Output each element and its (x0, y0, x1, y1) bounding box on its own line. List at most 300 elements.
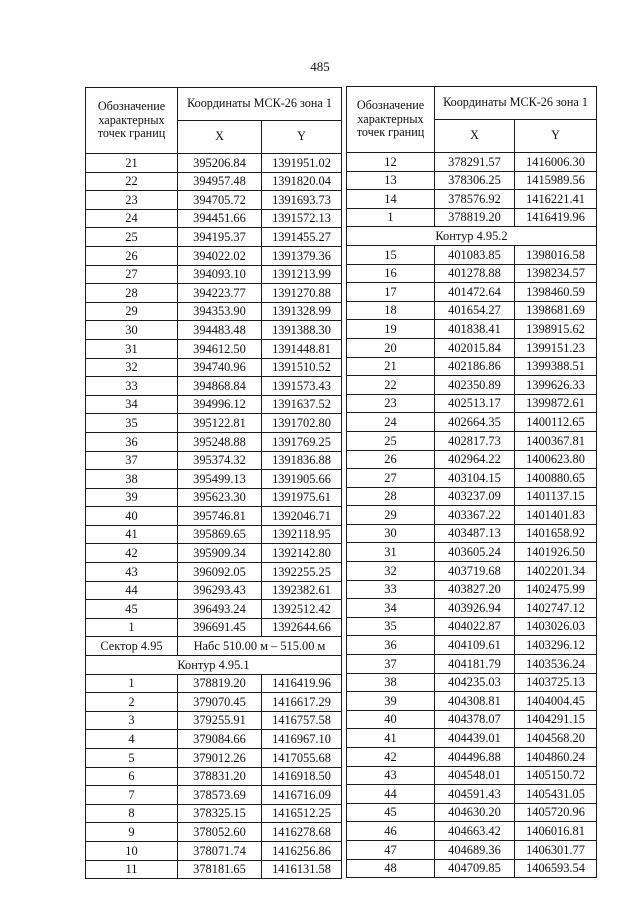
coord-x: 378576.92 (435, 190, 515, 209)
point-id: 24 (86, 209, 178, 228)
table-row (347, 506, 597, 525)
header-y: Y (262, 121, 342, 154)
coord-y: 1392644.66 (262, 618, 342, 637)
coord-y: 1416757.58 (262, 711, 342, 730)
coord-y: 1392118.95 (262, 525, 342, 544)
table-row (347, 580, 597, 599)
coord-y: 1401401.83 (515, 506, 597, 525)
table-row (86, 507, 342, 526)
coord-x: 403827.20 (435, 580, 515, 599)
coord-x: 404591.43 (435, 785, 515, 804)
coord-x: 395623.30 (178, 488, 262, 507)
coord-y: 1391702.80 (262, 414, 342, 433)
coord-x: 379012.26 (178, 749, 262, 768)
table-row (347, 413, 597, 432)
coord-y: 1416512.25 (262, 804, 342, 823)
coord-x: 402015.84 (435, 338, 515, 357)
coord-x: 404548.01 (435, 766, 515, 785)
coord-x: 404630.20 (435, 803, 515, 822)
coord-y: 1398460.59 (515, 283, 597, 302)
coord-x: 394022.02 (178, 246, 262, 265)
point-id: 26 (347, 450, 435, 469)
table-row (347, 729, 597, 748)
table-row (86, 470, 342, 489)
coord-x: 394451.66 (178, 209, 262, 228)
point-id: 25 (86, 228, 178, 247)
coord-x: 394996.12 (178, 395, 262, 414)
table-row (347, 599, 597, 618)
coord-y: 1399872.61 (515, 394, 597, 413)
table-row (86, 191, 342, 210)
coord-x: 404439.01 (435, 729, 515, 748)
point-id: 28 (86, 284, 178, 303)
coord-x: 404663.42 (435, 822, 515, 841)
header-coordinates: Координаты МСК-26 зона 1 (178, 88, 342, 121)
coord-x: 403926.94 (435, 599, 515, 618)
table-row (347, 710, 597, 729)
coord-y: 1391388.30 (262, 321, 342, 340)
point-id: 21 (86, 154, 178, 173)
coord-y: 1398016.58 (515, 245, 597, 264)
coord-x: 404378.07 (435, 710, 515, 729)
table-row (86, 488, 342, 507)
point-id: 20 (347, 338, 435, 357)
coord-y: 1416278.68 (262, 823, 342, 842)
point-id: 10 (86, 841, 178, 860)
point-id: 2 (86, 693, 178, 712)
point-id: 39 (86, 488, 178, 507)
coord-y: 1404004.45 (515, 692, 597, 711)
table-row (86, 525, 342, 544)
sector-label: Сектор 4.95 (86, 637, 178, 656)
coord-y: 1391905.66 (262, 470, 342, 489)
point-id: 32 (347, 562, 435, 581)
coord-x: 394093.10 (178, 265, 262, 284)
table-body-left (86, 154, 342, 879)
coord-y: 1402201.34 (515, 562, 597, 581)
coord-x: 394740.96 (178, 358, 262, 377)
table-row (347, 840, 597, 859)
point-id: 4 (86, 730, 178, 749)
coord-x: 396691.45 (178, 618, 262, 637)
coord-y: 1391820.04 (262, 172, 342, 191)
section-row (86, 656, 342, 675)
coord-y: 1416617.29 (262, 693, 342, 712)
point-id: 36 (347, 636, 435, 655)
point-id: 13 (347, 171, 435, 190)
coord-y: 1398915.62 (515, 320, 597, 339)
coord-y: 1391270.88 (262, 284, 342, 303)
point-id: 41 (347, 729, 435, 748)
coord-y: 1416006.30 (515, 153, 597, 172)
table-row (86, 823, 342, 842)
coord-y: 1391213.99 (262, 265, 342, 284)
coord-x: 395909.34 (178, 544, 262, 563)
table-row (86, 860, 342, 879)
coord-y: 1392046.71 (262, 507, 342, 526)
coord-x: 378819.20 (178, 674, 262, 693)
point-id: 22 (347, 376, 435, 395)
sector-row (86, 637, 342, 656)
point-id: 47 (347, 840, 435, 859)
coord-y: 1401658.92 (515, 524, 597, 543)
coordinates-table-left (85, 87, 342, 879)
point-id: 35 (86, 414, 178, 433)
coord-x: 394705.72 (178, 191, 262, 210)
coord-y: 1406301.77 (515, 840, 597, 859)
coord-x: 404109.61 (435, 636, 515, 655)
coord-x: 394957.48 (178, 172, 262, 191)
coord-x: 403367.22 (435, 506, 515, 525)
point-id: 9 (86, 823, 178, 842)
table-row (347, 617, 597, 636)
coord-y: 1391379.36 (262, 246, 342, 265)
point-id: 31 (86, 339, 178, 358)
coord-x: 394612.50 (178, 339, 262, 358)
coord-x: 404022.87 (435, 617, 515, 636)
coord-x: 378573.69 (178, 786, 262, 805)
coord-x: 378831.20 (178, 767, 262, 786)
table-row (347, 171, 597, 190)
table-row (86, 414, 342, 433)
coord-y: 1405150.72 (515, 766, 597, 785)
table-row (347, 692, 597, 711)
point-id: 46 (347, 822, 435, 841)
table-row (86, 154, 342, 173)
coord-x: 395374.32 (178, 451, 262, 470)
point-id: 27 (86, 265, 178, 284)
table-row (86, 767, 342, 786)
table-row (86, 302, 342, 321)
table-row (347, 562, 597, 581)
coord-x: 379070.45 (178, 693, 262, 712)
coord-y: 1416131.58 (262, 860, 342, 879)
table-row (347, 190, 597, 209)
coord-x: 394868.84 (178, 377, 262, 396)
point-id: 35 (347, 617, 435, 636)
point-id: 44 (86, 581, 178, 600)
table-row (86, 786, 342, 805)
table-row (86, 730, 342, 749)
coord-x: 403104.15 (435, 469, 515, 488)
point-id: 37 (86, 451, 178, 470)
coord-y: 1401926.50 (515, 543, 597, 562)
point-id: 48 (347, 859, 435, 878)
coord-y: 1406593.54 (515, 859, 597, 878)
coord-y: 1391455.27 (262, 228, 342, 247)
table-row (86, 228, 342, 247)
coord-y: 1398234.57 (515, 264, 597, 283)
coord-y: 1416967.10 (262, 730, 342, 749)
point-id: 45 (347, 803, 435, 822)
coord-x: 403605.24 (435, 543, 515, 562)
coord-x: 378052.60 (178, 823, 262, 842)
coord-x: 403237.09 (435, 487, 515, 506)
coord-x: 396293.43 (178, 581, 262, 600)
coord-x: 404709.85 (435, 859, 515, 878)
table-row (347, 245, 597, 264)
point-id: 11 (86, 860, 178, 879)
point-id: 39 (347, 692, 435, 711)
coord-x: 394223.77 (178, 284, 262, 303)
table-row (347, 153, 597, 172)
point-id: 14 (347, 190, 435, 209)
coord-x: 402817.73 (435, 431, 515, 450)
coord-x: 401654.27 (435, 301, 515, 320)
point-id: 7 (86, 786, 178, 805)
header-y: Y (515, 120, 597, 153)
coord-y: 1403536.24 (515, 655, 597, 674)
coord-x: 401083.85 (435, 245, 515, 264)
coord-y: 1403725.13 (515, 673, 597, 692)
table-row (347, 394, 597, 413)
table-row (86, 209, 342, 228)
table-row (347, 376, 597, 395)
coord-y: 1391951.02 (262, 154, 342, 173)
point-id: 1 (86, 674, 178, 693)
coord-y: 1391448.81 (262, 339, 342, 358)
table-row (347, 208, 597, 227)
table-row (86, 172, 342, 191)
point-id: 29 (347, 506, 435, 525)
point-id: 34 (347, 599, 435, 618)
header-coordinates: Координаты МСК-26 зона 1 (435, 87, 597, 120)
table-row (86, 581, 342, 600)
coord-y: 1405431.05 (515, 785, 597, 804)
table-row (347, 543, 597, 562)
point-id: 40 (86, 507, 178, 526)
table-row (347, 487, 597, 506)
point-id: 12 (347, 153, 435, 172)
coord-x: 401278.88 (435, 264, 515, 283)
table-row (86, 544, 342, 563)
table-row (347, 320, 597, 339)
point-id: 1 (347, 208, 435, 227)
coord-x: 394353.90 (178, 302, 262, 321)
point-id: 18 (347, 301, 435, 320)
coord-y: 1403026.03 (515, 617, 597, 636)
point-id: 27 (347, 469, 435, 488)
coord-x: 401472.64 (435, 283, 515, 302)
point-id: 33 (347, 580, 435, 599)
coord-y: 1400623.80 (515, 450, 597, 469)
coord-x: 402964.22 (435, 450, 515, 469)
coord-y: 1392382.61 (262, 581, 342, 600)
point-id: 8 (86, 804, 178, 823)
coord-y: 1416918.50 (262, 767, 342, 786)
coord-x: 395746.81 (178, 507, 262, 526)
table-row (86, 841, 342, 860)
coord-y: 1416221.41 (515, 190, 597, 209)
coord-y: 1405720.96 (515, 803, 597, 822)
point-id: 34 (86, 395, 178, 414)
coord-y: 1392142.80 (262, 544, 342, 563)
header-point-label: Обозначение характерных точек границ (347, 87, 435, 153)
coord-y: 1392512.42 (262, 600, 342, 619)
point-id: 36 (86, 432, 178, 451)
table-body-right (347, 153, 597, 878)
coord-y: 1402747.12 (515, 599, 597, 618)
coord-y: 1391975.61 (262, 488, 342, 507)
table-row (347, 431, 597, 450)
point-id: 40 (347, 710, 435, 729)
point-id: 30 (86, 321, 178, 340)
point-id: 23 (86, 191, 178, 210)
coord-x: 402664.35 (435, 413, 515, 432)
point-id: 37 (347, 655, 435, 674)
coord-x: 404308.81 (435, 692, 515, 711)
table-row (86, 618, 342, 637)
table-row (347, 673, 597, 692)
coord-x: 396092.05 (178, 563, 262, 582)
point-id: 33 (86, 377, 178, 396)
coord-x: 402186.86 (435, 357, 515, 376)
table-row (347, 524, 597, 543)
table-row (86, 451, 342, 470)
table-row (347, 785, 597, 804)
point-id: 28 (347, 487, 435, 506)
point-id: 43 (86, 563, 178, 582)
table-row (347, 748, 597, 767)
coord-x: 395869.65 (178, 525, 262, 544)
coord-y: 1415989.56 (515, 171, 597, 190)
coord-y: 1399151.23 (515, 338, 597, 357)
table-row (86, 563, 342, 582)
coord-y: 1392255.25 (262, 563, 342, 582)
coord-y: 1416716.09 (262, 786, 342, 805)
table-row (86, 358, 342, 377)
point-id: 44 (347, 785, 435, 804)
point-id: 5 (86, 749, 178, 768)
coord-x: 378181.65 (178, 860, 262, 879)
coord-y: 1391693.73 (262, 191, 342, 210)
coord-y: 1391573.43 (262, 377, 342, 396)
coord-x: 378291.57 (435, 153, 515, 172)
header-point-label: Обозначение характерных точек границ (86, 88, 178, 154)
coord-y: 1391769.25 (262, 432, 342, 451)
point-id: 30 (347, 524, 435, 543)
coord-y: 1400880.65 (515, 469, 597, 488)
coord-x: 379084.66 (178, 730, 262, 749)
table-row (347, 264, 597, 283)
section-title: Контур 4.95.2 (347, 227, 597, 246)
point-id: 22 (86, 172, 178, 191)
coord-x: 395499.13 (178, 470, 262, 489)
table-row (347, 766, 597, 785)
coord-x: 394483.48 (178, 321, 262, 340)
coord-y: 1398681.69 (515, 301, 597, 320)
coord-x: 404235.03 (435, 673, 515, 692)
point-id: 24 (347, 413, 435, 432)
coord-y: 1416419.96 (262, 674, 342, 693)
coord-y: 1403296.12 (515, 636, 597, 655)
coord-x: 401838.41 (435, 320, 515, 339)
coord-x: 378071.74 (178, 841, 262, 860)
coord-x: 404496.88 (435, 748, 515, 767)
point-id: 38 (347, 673, 435, 692)
sector-height: Набс 510.00 м – 515.00 м (178, 637, 342, 656)
coord-x: 395206.84 (178, 154, 262, 173)
coord-x: 378325.15 (178, 804, 262, 823)
coord-x: 378306.25 (435, 171, 515, 190)
coord-y: 1416419.96 (515, 208, 597, 227)
point-id: 41 (86, 525, 178, 544)
table-row (86, 246, 342, 265)
coord-x: 394195.37 (178, 228, 262, 247)
coord-y: 1417055.68 (262, 749, 342, 768)
coord-y: 1401137.15 (515, 487, 597, 506)
point-id: 17 (347, 283, 435, 302)
table-row (86, 284, 342, 303)
coord-y: 1406016.81 (515, 822, 597, 841)
coord-y: 1404860.24 (515, 748, 597, 767)
coord-x: 395122.81 (178, 414, 262, 433)
coord-x: 395248.88 (178, 432, 262, 451)
coord-y: 1400367.81 (515, 431, 597, 450)
table-row (86, 749, 342, 768)
header-x: X (178, 121, 262, 154)
coord-x: 404181.79 (435, 655, 515, 674)
table-row (86, 693, 342, 712)
point-id: 1 (86, 618, 178, 637)
table-row (347, 822, 597, 841)
table-row (86, 377, 342, 396)
point-id: 29 (86, 302, 178, 321)
point-id: 6 (86, 767, 178, 786)
point-id: 15 (347, 245, 435, 264)
coord-x: 379255.91 (178, 711, 262, 730)
table-row (347, 357, 597, 376)
coord-y: 1391328.99 (262, 302, 342, 321)
coord-y: 1402475.99 (515, 580, 597, 599)
table-row (86, 265, 342, 284)
table-row (347, 338, 597, 357)
coord-x: 396493.24 (178, 600, 262, 619)
table-row (347, 655, 597, 674)
header-x: X (435, 120, 515, 153)
page-number: 485 (310, 59, 330, 74)
point-id: 19 (347, 320, 435, 339)
table-row (86, 432, 342, 451)
coord-y: 1391510.52 (262, 358, 342, 377)
coord-y: 1391637.52 (262, 395, 342, 414)
coord-x: 402350.89 (435, 376, 515, 395)
table-row (86, 339, 342, 358)
coord-y: 1416256.86 (262, 841, 342, 860)
table-row (347, 636, 597, 655)
table-row (86, 321, 342, 340)
coord-y: 1400112.65 (515, 413, 597, 432)
point-id: 42 (86, 544, 178, 563)
table-row (86, 711, 342, 730)
table-row (86, 600, 342, 619)
point-id: 16 (347, 264, 435, 283)
section-title: Контур 4.95.1 (86, 656, 342, 675)
point-id: 31 (347, 543, 435, 562)
point-id: 32 (86, 358, 178, 377)
point-id: 38 (86, 470, 178, 489)
point-id: 45 (86, 600, 178, 619)
coord-x: 402513.17 (435, 394, 515, 413)
table-row (347, 283, 597, 302)
table-row (347, 301, 597, 320)
point-id: 42 (347, 748, 435, 767)
table-row (347, 803, 597, 822)
table-row (86, 674, 342, 693)
table-row (86, 804, 342, 823)
coord-y: 1404291.15 (515, 710, 597, 729)
point-id: 25 (347, 431, 435, 450)
